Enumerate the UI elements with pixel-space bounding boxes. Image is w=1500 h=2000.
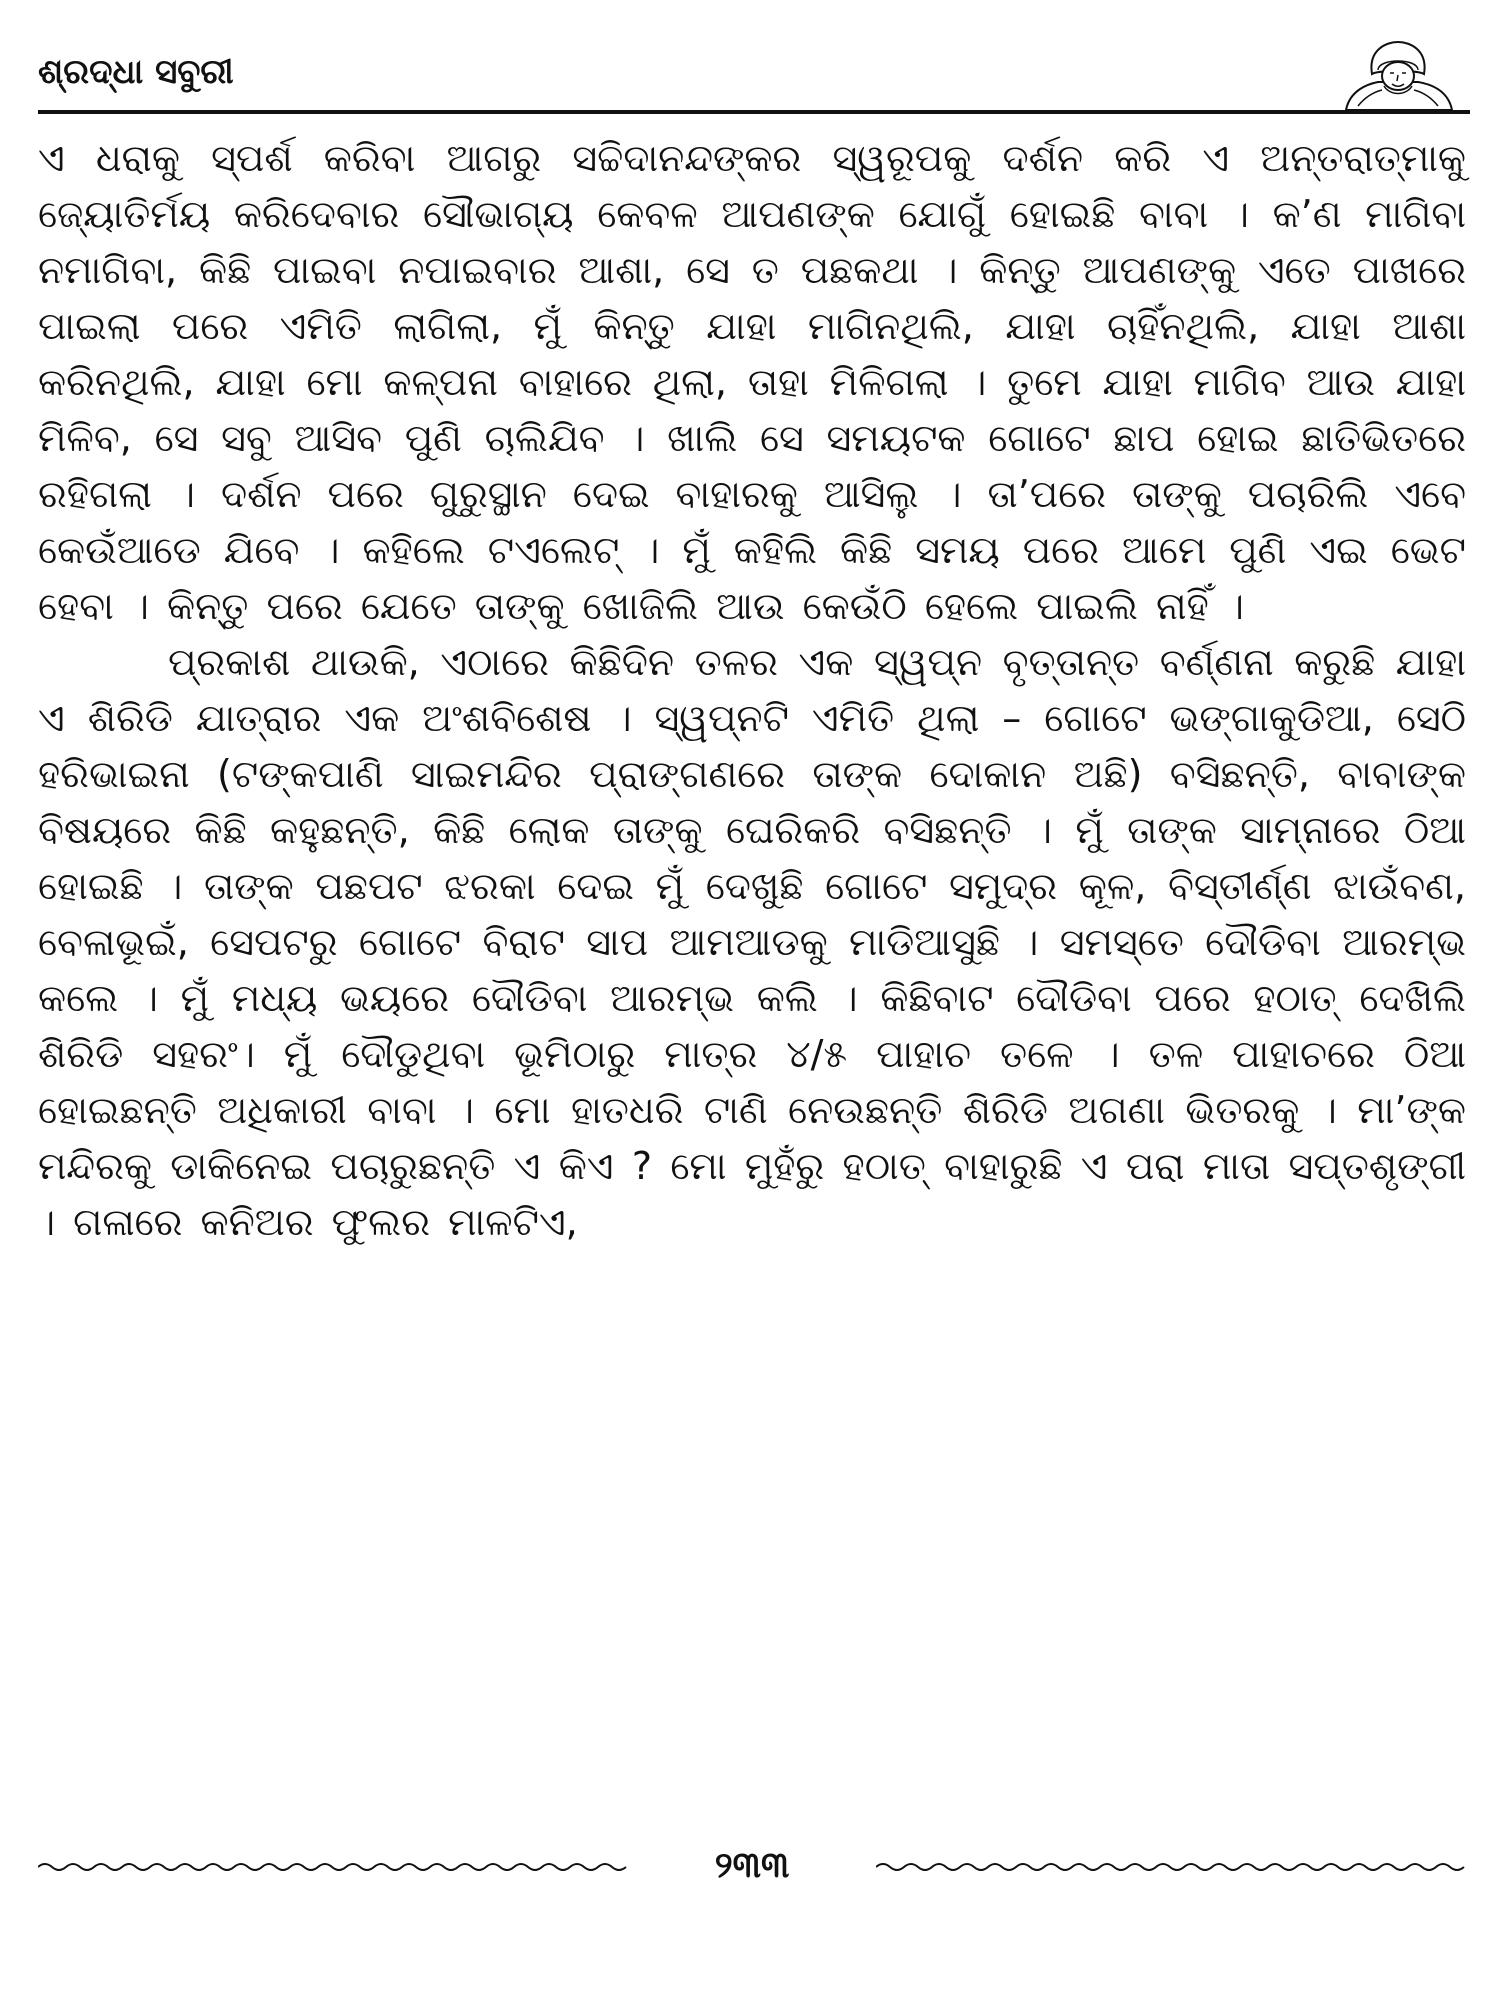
page-footer <box>38 1845 1466 1885</box>
page-header <box>38 40 1470 110</box>
header-rule <box>38 110 1470 114</box>
body-text <box>38 130 1466 1250</box>
running-title: ଶ୍ରଦ୍ଧା ସବୁରୀ <box>38 52 234 92</box>
page-number: ୨୩୩ <box>714 1845 790 1886</box>
saint-portrait-icon <box>1338 40 1458 112</box>
wavy-rule-right <box>876 1859 1466 1875</box>
paragraph: ପ୍ରକାଶ ଥାଉକି, ଏଠାରେ କିଛିଦିନ ତଳର ଏକ ସ୍ୱପ୍ନ ବୃତ୍ତାନ୍ତ ବର୍ଣ୍ଣନା କରୁଛି ଯାହା ଏ ଶିରିଡି ଯାତ୍ରାର ଏକ ଅଂଶବିଶେଷ । ସ୍ୱପ୍ନଟି ଏମିତି ଥିଲା – ଗୋଟେ ଭଙ୍ଗାକୁଡିଆ, ସେଠି ହରିଭାଇନା (ଟଙ୍କପାଣି ସାଇମନ୍ଦିର ପ୍ରାଙ୍ଗଣରେ ତାଙ୍କ ଦୋକାନ ଅଛି) ବସିଛନ୍ତି, ବାବାଙ୍କ ବିଷୟରେ କିଛି କହୁଛନ୍ତି, କିଛି ଲୋକ ତାଙ୍କୁ ଘେରିକରି ବସିଛନ୍ତି । ମୁଁ ତାଙ୍କ ସାମ୍ନାରେ ଠିଆ ହୋଇଛି । ତାଙ୍କ ପଛପଟ ଝରକା ଦେଇ ମୁଁ ଦେଖୁଛି ଗୋଟେ ସମୁଦ୍ର କୂଳ, ବିସ୍ତୀର୍ଣ୍ଣ ଝାଉଁବଣ, ବେଳାଭୂଇଁ, ସେପଟରୁ ଗୋଟେ ବିରାଟ ସାପ ଆମଆଡକୁ ମାଡିଆସୁଛି । ସମସ୍ତେ ଦୌଡିବା ଆରମ୍ଭ କଲେ । ମୁଁ ମଧ୍ୟ ଭୟରେ ଦୌଡିବା ଆରମ୍ଭ କଲି । କିଛିବାଟ ଦୌଡିବା ପରେ ହଠାତ୍ ଦେଖିଲି ଶିରିଡି ସହରଂ। ମୁଁ ଦୌଡୁଥିବା ଭୂମିଠାରୁ ମାତ୍ର ୪/୫ ପାହାଚ ତଳେ । ତଳ ପାହାଚରେ ଠିଆ ହୋଇଛନ୍ତି ଅଧିକାରୀ ବାବା । ମୋ ହାତଧରି ଟାଣି ନେଉଛନ୍ତି ଶିରିଡି ଅଗଣା ଭିତରକୁ । ମା’ଙ୍କ ମନ୍ଦିରକୁ ଡାକିନେଇ ପଚାରୁଛନ୍ତି ଏ କିଏ ? ମୋ ମୁହଁରୁ ହଠାତ୍ ବାହାରୁଛି ଏ ପରା ମାତା ସପ୍ତଶୃଙ୍ଗୀ । ଗଳାରେ କନିଅର ଫୁଲର ମାଳଟିଏ, <box>38 640 1466 1244</box>
paragraph: ଏ ଧରାକୁ ସ୍ପର୍ଶ କରିବା ଆଗରୁ ସଚ୍ଚିଦାନନ୍ଦଙ୍କର ସ୍ୱରୂପକୁ ଦର୍ଶନ କରି ଏ ଅନ୍ତରାତ୍ମାକୁ ଜ୍ୟୋତିର୍ମୟ କରିଦେବାର ସୌଭାଗ୍ୟ କେବଳ ଆପଣଙ୍କ ଯୋଗୁଁ ହୋଇଛି ବାବା । କ’ଣ ମାଗିବା ନମାଗିବା, କିଛି ପାଇବା ନପାଇବାର ଆଶା, ସେ ତ ପଛକଥା । କିନ୍ତୁ ଆପଣଙ୍କୁ ଏତେ ପାଖରେ ପାଇଲା ପରେ ଏମିତି ଲାଗିଲା, ମୁଁ କିନ୍ତୁ ଯାହା ମାଗିନଥିଲି, ଯାହା ଚାହିଁନଥିଲି, ଯାହା ଆଶା କରିନଥିଲି, ଯାହା ମୋ କଳ୍ପନା ବାହାରେ ଥିଲା, ତାହା ମିଳିଗଲା । ତୁମେ ଯାହା ମାଗିବ ଆଉ ଯାହା ମିଳିବ, ସେ ସବୁ ଆସିବ ପୁଣି ଚାଲିଯିବ । ଖାଲି ସେ ସମୟଟକ ଗୋଟେ ଛାପ ହୋଇ ଛାତିଭିତରେ ରହିଗଲା । ଦର୍ଶନ ପରେ ଗୁରୁସ୍ଥାନ ଦେଇ ବାହାରକୁ ଆସିଲୁ । ତା’ପରେ ତାଙ୍କୁ ପଚାରିଲି ଏବେ କେଉଁଆଡେ ଯିବେ । କହିଲେ ଟଏଲେଟ୍ । ମୁଁ କହିଲି କିଛି ସମୟ ପରେ ଆମେ ପୁଣି ଏଇ ଭେଟ ହେବା । କିନ୍ତୁ ପରେ ଯେତେ ତାଙ୍କୁ ଖୋଜିଲି ଆଉ କେଉଁଠି ହେଲେ ପାଇଲି ନାହିଁ । <box>38 136 1466 628</box>
